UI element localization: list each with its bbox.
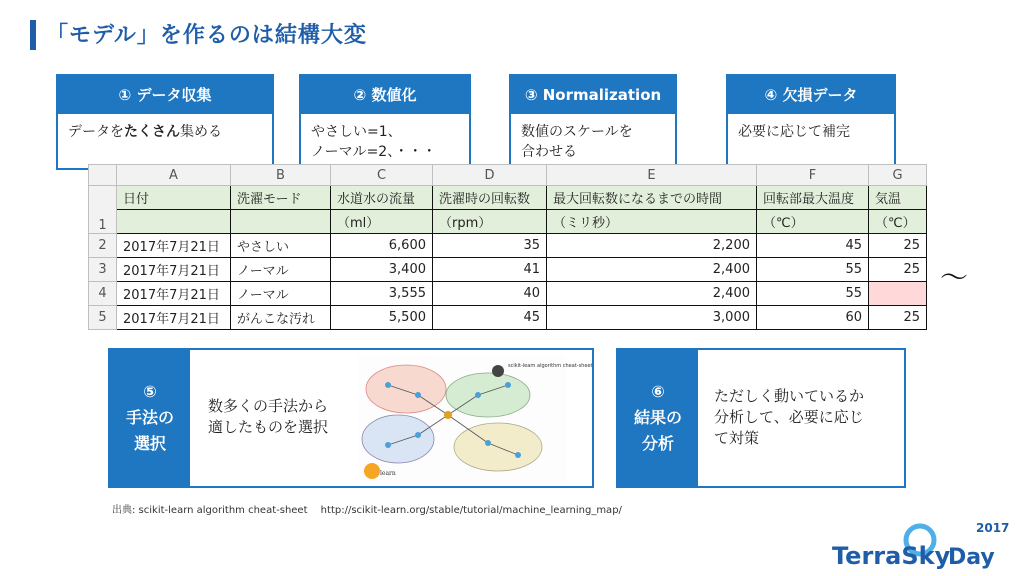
step-heading: ③ Normalization	[511, 76, 675, 114]
region-regression	[446, 373, 530, 417]
cell-air-temp: 25	[869, 306, 927, 330]
continuation-mark: ～	[940, 261, 969, 294]
step-description: 数値のスケールを 合わせる	[521, 124, 633, 160]
column-letter: G	[869, 165, 927, 186]
header-unit-cell: （ml）	[331, 210, 433, 234]
cell-mode: がんこな汚れ	[231, 306, 331, 330]
cell-flow: 3,400	[331, 258, 433, 282]
terrasky-day-logo	[830, 520, 1010, 570]
cell-rpm: 45	[433, 306, 547, 330]
cell-time: 2,200	[547, 234, 757, 258]
column-letter: F	[757, 165, 869, 186]
header-row-top	[89, 186, 927, 210]
step-box-result-analysis	[616, 348, 906, 488]
step-text-emphasis: たくさん	[124, 124, 180, 140]
column-letter: B	[231, 165, 331, 186]
cell-max-temp: 55	[757, 282, 869, 306]
column-letter: D	[433, 165, 547, 186]
scikit-logo-dot	[492, 365, 504, 377]
cell-mode: ノーマル	[231, 282, 331, 306]
column-letter: C	[331, 165, 433, 186]
cell-time: 2,400	[547, 258, 757, 282]
source-citation: 出典: scikit-learn algorithm cheat-sheet http://scikit-learn.org/stable/tutorial/machine_learning_map/	[112, 505, 622, 516]
spreadsheet	[88, 164, 934, 342]
cell-max-temp: 55	[757, 258, 869, 282]
cell-air-temp: 25	[869, 258, 927, 282]
step-text: データを	[68, 124, 124, 140]
step-heading: ② 数値化	[301, 76, 469, 114]
cell-mode: ノーマル	[231, 258, 331, 282]
scikit-logo-mark	[364, 463, 380, 479]
header-unit-cell: （℃）	[869, 210, 927, 234]
step-side-label: ⑥ 結果の 分析	[618, 350, 698, 486]
header-cell: 洗濯時の回転数	[433, 186, 547, 210]
cell-mode: やさしい	[231, 234, 331, 258]
cell-time: 2,400	[547, 282, 757, 306]
step-description: ただしく動いているか 分析して、必要に応じ て対策	[714, 387, 865, 447]
data-table	[88, 164, 927, 330]
table-row	[89, 234, 927, 258]
column-letter: A	[117, 165, 231, 186]
corner-cell	[89, 165, 117, 186]
column-letter: E	[547, 165, 757, 186]
cell-date: 2017年7月21日	[117, 258, 231, 282]
step-heading: ① データ収集	[58, 76, 272, 114]
cell-date: 2017年7月21日	[117, 306, 231, 330]
step-heading: ④ 欠損データ	[728, 76, 894, 114]
cell-air-temp: 25	[869, 234, 927, 258]
cell-rpm: 35	[433, 234, 547, 258]
cell-max-temp: 60	[757, 306, 869, 330]
header-cell: 洗濯モード	[231, 186, 331, 210]
logo-day: Day	[948, 545, 995, 570]
cell-flow: 6,600	[331, 234, 433, 258]
cell-date: 2017年7月21日	[117, 282, 231, 306]
cell-air-temp-missing	[869, 282, 927, 306]
step-side-label: ⑤ 手法の 選択	[110, 350, 190, 486]
table-row	[89, 306, 927, 330]
table-row	[89, 258, 927, 282]
row-number: 3	[89, 258, 117, 282]
cell-rpm: 40	[433, 282, 547, 306]
cell-flow: 5,500	[331, 306, 433, 330]
step-description: 数多くの手法から 適したものを選択	[208, 397, 329, 436]
header-cell: 最大回転数になるまでの時間	[547, 186, 757, 210]
row-number: 1	[89, 186, 117, 234]
step-description: 必要に応じて補完	[738, 124, 850, 140]
cell-time: 3,000	[547, 306, 757, 330]
logo-year: 2017	[976, 521, 1010, 535]
logo-brand: TerraSky	[832, 542, 951, 570]
cell-max-temp: 45	[757, 234, 869, 258]
header-unit-cell: （ミリ秒）	[547, 210, 757, 234]
row-number: 2	[89, 234, 117, 258]
column-header-row	[89, 165, 927, 186]
header-cell: 水道水の流量	[331, 186, 433, 210]
header-unit-cell	[117, 210, 231, 234]
page-title: 「モデル」を作るのは結構大変	[46, 23, 367, 48]
header-unit-cell: （℃）	[757, 210, 869, 234]
header-unit-cell	[231, 210, 331, 234]
cell-flow: 3,555	[331, 282, 433, 306]
header-cell: 日付	[117, 186, 231, 210]
cell-date: 2017年7月21日	[117, 234, 231, 258]
header-unit-cell: （rpm）	[433, 210, 547, 234]
header-cell: 回転部最大温度	[757, 186, 869, 210]
header-row-bottom	[89, 210, 927, 234]
cheat-sheet-title: scikit-learn algorithm cheat-sheet	[508, 363, 593, 369]
cheat-sheet-image	[358, 355, 593, 483]
region-clustering	[362, 415, 434, 463]
row-number: 4	[89, 282, 117, 306]
scikit-logo-text: learn	[380, 470, 396, 477]
row-number: 5	[89, 306, 117, 330]
header-cell: 気温	[869, 186, 927, 210]
step-text: 集める	[180, 124, 222, 140]
table-row	[89, 282, 927, 306]
step-description: やさしい=1、 ノーマル=2、・・・	[311, 124, 437, 160]
cell-rpm: 41	[433, 258, 547, 282]
